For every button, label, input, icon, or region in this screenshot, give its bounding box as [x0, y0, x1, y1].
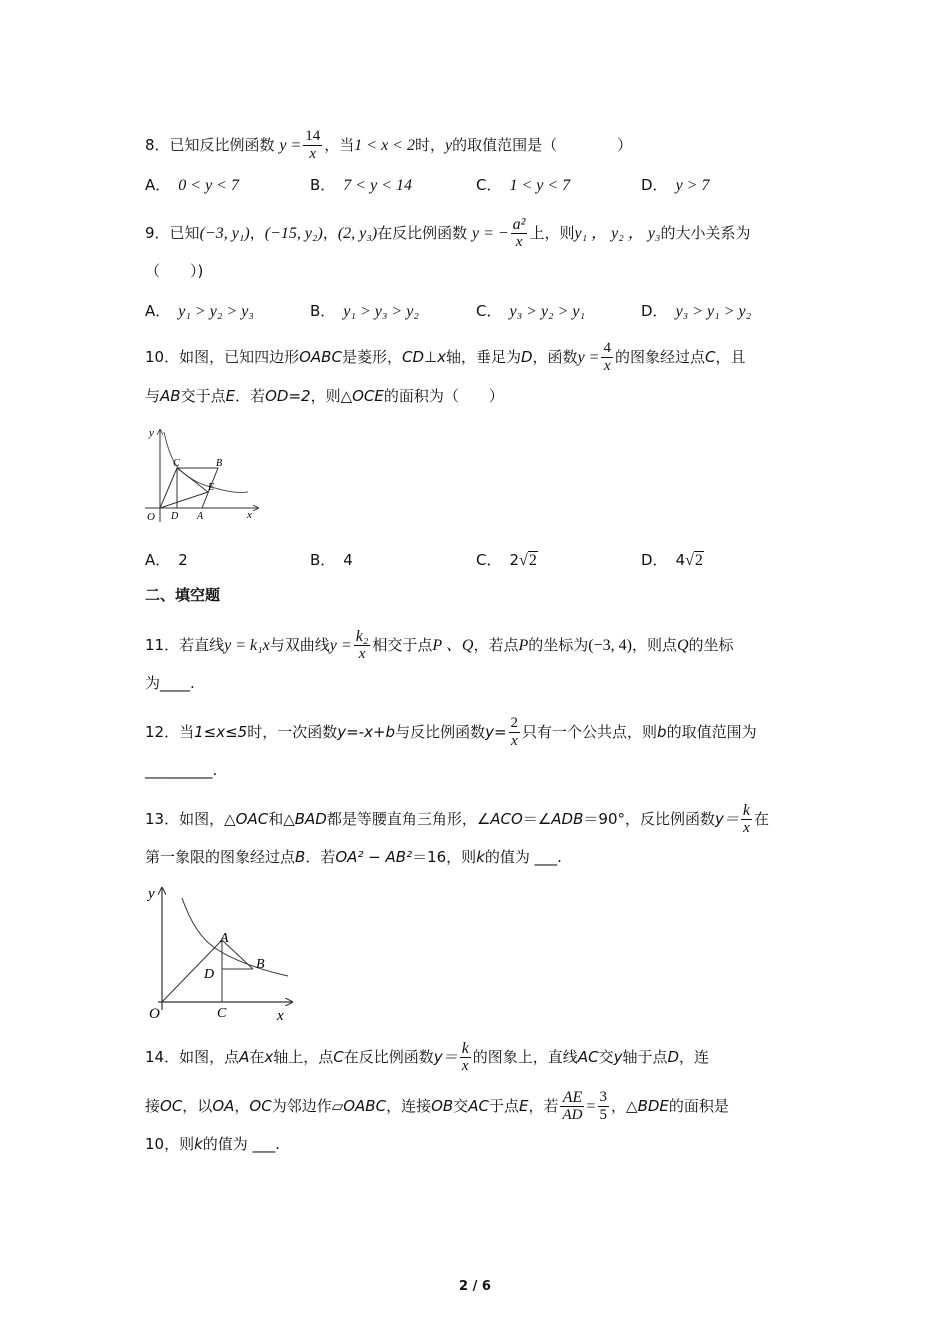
q9-paren: （ ）) [145, 262, 204, 280]
q13-line2-e: ___. [534, 848, 562, 866]
q8-text-b: ，当 [324, 136, 355, 154]
q14-line2-j: 的面积是 [668, 1097, 729, 1115]
option-value: 4 [343, 551, 353, 569]
q14-x: x [264, 1048, 274, 1066]
q14-line2-b: ，以 [182, 1097, 213, 1115]
q12-line1 [145, 715, 757, 750]
q10-ab: AB [160, 387, 181, 405]
option-label: D． [641, 302, 668, 320]
q13-frac-num: k [742, 802, 750, 819]
q10-fraction [601, 340, 613, 375]
q11-text-d: ，若点 [473, 636, 519, 654]
q14-k: k [194, 1135, 203, 1153]
q14-line1 [145, 1040, 709, 1075]
q14-text-e: 的图象上，直线 [472, 1048, 578, 1066]
q11-text-f: ，则点 [631, 636, 677, 654]
q10-label-a: A [197, 511, 204, 522]
page-number: 2 / 6 [459, 1279, 491, 1294]
q13-figure-svg [140, 880, 300, 1020]
q13-frac-den: x [743, 820, 750, 836]
q9-frac-num: a² [512, 216, 526, 233]
q14-line2-f: 交 [453, 1097, 469, 1115]
q10-option-d[interactable] [641, 549, 704, 570]
q8-cond: 1 < x < 2 [354, 137, 415, 154]
q10-line2 [145, 386, 504, 406]
q8-number: 8． [145, 136, 170, 154]
q10-x: x [437, 348, 446, 366]
sqrt-radicand: 2 [528, 552, 537, 569]
q14-ratio-num: AE [560, 1089, 584, 1107]
q14-ratio-den: AD [562, 1107, 583, 1123]
q10-option-a[interactable] [145, 549, 188, 570]
q14-oc2: OC [249, 1097, 272, 1115]
q10-line2-e: 的面积为（ ） [383, 387, 504, 405]
option-value: 2 [509, 551, 520, 569]
q10-option-c[interactable] [476, 549, 538, 570]
q14-line2-g: 于点 [488, 1097, 519, 1115]
q9-option-a[interactable] [145, 300, 254, 321]
q11-coord: (−3, 4) [588, 637, 632, 654]
q9-func-lhs: y = − [471, 225, 509, 242]
q14-text-g: 轴于点 [622, 1048, 668, 1066]
sqrt-symbol: √2 [519, 552, 537, 569]
q9-text-a: 已知 [169, 224, 200, 242]
option-value: 7 < y < 14 [343, 177, 412, 194]
q10-figure-svg [140, 420, 265, 525]
option-value: 2 [178, 551, 188, 569]
q13-text-a: 如图，△ [179, 810, 236, 828]
q11-q: Q [676, 637, 689, 654]
q13-func-lhs: y＝ [715, 810, 739, 828]
q10-line2-d: ，则△ [310, 387, 353, 405]
option-value: y₁ > y₃ > y₂ [343, 303, 419, 320]
q8-func-lhs: y = [279, 137, 302, 154]
q13-line2-b: ．若 [305, 848, 336, 866]
q13-text-d: ＝∠ [522, 810, 552, 828]
q10-line2-c: ．若 [235, 387, 266, 405]
q14-ac2: AC [468, 1097, 489, 1115]
option-value: y > 7 [675, 177, 710, 194]
q14-line2-d: 为邻边作▱ [271, 1097, 344, 1115]
q14-text-d: 在反比例函数 [343, 1048, 434, 1066]
q11-line1 [145, 628, 734, 663]
q9-text-d: 的大小关系为 [660, 224, 751, 242]
q14-a: A [239, 1048, 250, 1066]
q13-text-e: ＝90°，反比例函数 [583, 810, 715, 828]
q13-k: k [476, 848, 485, 866]
q11-p: P [518, 637, 529, 654]
q13-bad: BAD [294, 810, 327, 828]
q14-line2-c: ， [234, 1097, 250, 1115]
option-value: 0 < y < 7 [178, 177, 239, 194]
option-label: B． [310, 551, 336, 569]
option-label: A． [145, 302, 171, 320]
option-label: B． [310, 302, 336, 320]
q13-label-a: A [220, 931, 229, 946]
q9-option-b[interactable] [310, 300, 419, 321]
q9-frac-den: x [515, 234, 523, 250]
option-label: C． [476, 551, 502, 569]
q10-func-lhs: y = [577, 349, 600, 366]
q14-text-f: 交 [598, 1048, 614, 1066]
q13-adb: ADB [551, 810, 584, 828]
q12-func-lhs: y= [485, 723, 507, 741]
q10-number: 10． [145, 348, 180, 366]
q14-line3 [145, 1134, 280, 1154]
q10-text-a: 如图，已知四边形 [179, 348, 300, 366]
q14-oa: OA [212, 1097, 235, 1115]
q12-text-a: 当 [179, 723, 195, 741]
option-label: B． [310, 176, 336, 194]
q10-label-o: O [147, 511, 155, 523]
q8-text-a: 已知反比例函数 [169, 136, 275, 154]
q10-label-e: E [208, 482, 215, 493]
q14-value-num: 3 [599, 1089, 608, 1105]
q14-line3-c: ___. [252, 1135, 280, 1153]
sqrt-radicand: 2 [694, 552, 703, 569]
q13-line2-c: ＝16，则 [412, 848, 477, 866]
q12-b: b [657, 723, 667, 741]
option-value: y₃ > y₁ > y₂ [675, 303, 752, 320]
q14-line2-e: ，连接 [386, 1097, 432, 1115]
q11-fraction [354, 628, 371, 663]
q12-number: 12． [145, 723, 180, 741]
option-label: D． [641, 551, 668, 569]
q14-y: y [613, 1048, 623, 1066]
option-value: y₃ > y₂ > y₁ [509, 303, 586, 320]
q13-fraction [741, 802, 752, 837]
q9-point-1: (−3, y₁) [199, 225, 250, 242]
q11-text-a: 若直线 [179, 636, 225, 654]
q11-text-g: 的坐标 [688, 636, 734, 654]
q14-oc: OC [160, 1097, 183, 1115]
q14-oabc: OABC [343, 1097, 387, 1115]
q13-line2-d: 的值为 [484, 848, 530, 866]
q10-ce-line [177, 468, 208, 492]
q9-text-c: 上，则 [529, 224, 575, 242]
q14-line2-h: ，若 [528, 1097, 559, 1115]
q13-label-x: x [277, 1008, 284, 1020]
q13-oac: OAC [235, 810, 269, 828]
q14-frac-den: x [461, 1058, 469, 1074]
q8-option-b[interactable] [310, 174, 412, 195]
q9-fraction [511, 216, 528, 251]
q12-fraction [509, 715, 521, 750]
sqrt-symbol: √2 [685, 552, 703, 569]
q11-frac-num: k₂ [355, 628, 369, 645]
q14-line2 [145, 1089, 729, 1124]
q10-text-e: ，函数 [532, 348, 578, 366]
q13-label-o: O [149, 1006, 160, 1020]
q10-label-b: B [216, 458, 223, 469]
q10-od: OD=2 [265, 387, 311, 405]
q11-text-c: 相交于点 [372, 636, 433, 654]
q8-line1 [145, 128, 632, 163]
q10-cd: CD [401, 348, 424, 366]
q9-number: 9． [145, 224, 170, 242]
q9-text-b: 在反比例函数 [377, 224, 468, 242]
q14-text-h: ，连 [679, 1048, 710, 1066]
q14-line2-i: ，△ [611, 1097, 638, 1115]
q14-ob: OB [431, 1097, 454, 1115]
q14-c: C [333, 1048, 344, 1066]
q14-line3-b: 的值为 [202, 1135, 248, 1153]
q13-text-f: 在 [754, 810, 770, 828]
q12-frac-num: 2 [510, 715, 519, 731]
option-label: C． [476, 176, 502, 194]
q10-figure [140, 420, 265, 529]
q10-oce: OCE [352, 387, 384, 405]
q10-option-b[interactable] [310, 549, 353, 570]
option-label: A． [145, 176, 171, 194]
q13-figure [140, 880, 300, 1024]
option-value: 4 [675, 551, 686, 569]
q9-line1: 9．已知(−3, y₁)，(−15, y₂)，(2, y₃)在反比例函数 y = − $\frac{\text{a²}}{x}$ 上，则y₁ ， y₂ ， y₃的大小关系为 [145, 216, 751, 250]
q10-perp: ⊥ [424, 348, 438, 366]
q11-text-b: 与双曲线 [269, 636, 330, 654]
q9-point-3: (2, y₃) [337, 225, 378, 242]
q10-text-f: 的图象经过点 [614, 348, 705, 366]
q14-ac: AC [577, 1048, 599, 1066]
q8-frac-den: x [309, 146, 317, 162]
q10-d: D [520, 348, 533, 366]
section-fill-in-title: 二、填空题 [145, 586, 221, 604]
q12-cond: 1≤x≤5 [194, 723, 248, 741]
q11-func-lhs: y = [329, 637, 352, 654]
q14-number: 14． [145, 1048, 180, 1066]
option-label: C． [476, 302, 502, 320]
q10-text-b: 是菱形， [341, 348, 402, 366]
option-value: y₁ > y₂ > y₃ [178, 303, 254, 320]
q10-text-g: ，且 [715, 348, 746, 366]
q14-bde: BDE [637, 1097, 669, 1115]
q9-option-c[interactable] [476, 300, 585, 321]
q8-option-d[interactable] [641, 174, 709, 195]
q14-value [598, 1089, 610, 1124]
q9-option-d[interactable] [641, 300, 751, 321]
q11-text-e: 的坐标为 [528, 636, 589, 654]
q12-text-b: 时，一次函数 [247, 723, 338, 741]
q12-text-d: 只有一个公共点，则 [522, 723, 658, 741]
q14-ratio [560, 1089, 584, 1124]
q11-number: 11． [145, 636, 180, 654]
q8-option-c[interactable] [476, 174, 570, 195]
q10-text-d: 轴，垂足为 [445, 348, 521, 366]
q14-text-b: 在 [249, 1048, 265, 1066]
q13-label-c: C [217, 1006, 227, 1020]
q11-pq: P 、Q [432, 637, 474, 654]
q10-frac-den: x [603, 358, 611, 374]
q14-value-den: 5 [599, 1107, 608, 1123]
q14-text-c: 轴上，点 [273, 1048, 334, 1066]
q14-d: D [667, 1048, 680, 1066]
q13-line2 [145, 847, 562, 867]
q8-frac-num: 14 [305, 128, 321, 144]
q13-line2-a: 第一象限的图象经过点 [145, 848, 296, 866]
q8-text-c: 时， [414, 136, 445, 154]
q13-text-c: 都是等腰直角三角形，∠ [326, 810, 491, 828]
q14-text-a: 如图，点 [179, 1048, 240, 1066]
q10-label-c: C [173, 458, 180, 469]
q8-option-a[interactable] [145, 174, 239, 195]
q14-fraction [460, 1040, 471, 1075]
q10-shape: OABC [299, 348, 342, 366]
q14-e: E [518, 1097, 529, 1115]
q8-text-d: 的取值范围是（ ） [452, 136, 633, 154]
q14-frac-num: k [461, 1040, 469, 1057]
q10-label-d: D [171, 511, 179, 522]
q10-label-y: y [149, 427, 154, 439]
q10-oe-line [160, 492, 208, 508]
option-label: A． [145, 551, 171, 569]
q9-vars: y₁ ， y₂ ， y₃ [574, 225, 661, 242]
q14-func-lhs: y＝ [433, 1048, 458, 1066]
q10-e: E [225, 387, 236, 405]
q14-line3-a: 10，则 [145, 1135, 195, 1153]
q10-label-x: x [247, 509, 252, 521]
q14-line2-a: 接 [145, 1097, 161, 1115]
q11-frac-den: x [358, 646, 366, 662]
q11-line-eq: y = k₁x [224, 637, 270, 654]
q12-line2: _________. [145, 761, 218, 779]
q10-line2-a: 与 [145, 387, 161, 405]
q13-b: B [295, 848, 306, 866]
option-label: D． [641, 176, 668, 194]
option-value: 1 < y < 7 [509, 177, 571, 194]
q13-expr: OA² − AB² [335, 848, 413, 866]
q12-frac-den: x [510, 733, 518, 749]
q13-label-d: D [204, 967, 215, 982]
q10-c: C [704, 348, 716, 366]
q13-line1 [145, 802, 769, 837]
q13-text-b: 和△ [268, 810, 295, 828]
q14-eq: = [586, 1098, 596, 1115]
q13-label-b: B [256, 957, 265, 972]
q11-line2: 为____. [145, 674, 195, 692]
q13-number: 13． [145, 810, 180, 828]
q10-frac-num: 4 [603, 340, 611, 356]
q9-point-2: (−15, y₂) [264, 225, 323, 242]
q10-line2-b: 交于点 [180, 387, 226, 405]
q13-label-y: y [148, 886, 155, 902]
q12-text-e: 的取值范围为 [666, 723, 757, 741]
q8-var: y [444, 137, 453, 154]
q13-aco: ACO [490, 810, 523, 828]
q10-line1 [145, 340, 745, 375]
q12-text-c: 与反比例函数 [395, 723, 486, 741]
q8-fraction [303, 128, 322, 163]
q12-lin: y=-x+b [337, 723, 396, 741]
